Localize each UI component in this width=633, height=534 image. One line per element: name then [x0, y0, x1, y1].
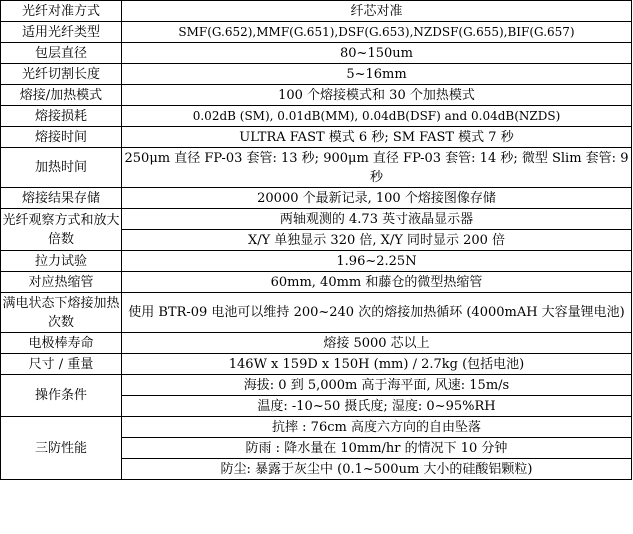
- row-label: 光纤观察方式和放大倍数: [1, 209, 122, 251]
- table-row: [1, 43, 632, 64]
- row-label: 加热时间: [1, 148, 122, 188]
- table-row: [1, 148, 632, 188]
- row-value: 80~150um: [122, 43, 632, 64]
- table-row: [1, 354, 632, 375]
- row-label: 电极棒寿命: [1, 333, 122, 354]
- table-row: [1, 272, 632, 293]
- row-label: 熔接时间: [1, 127, 122, 148]
- row-value-line-3: 防尘: 暴露于灰尘中 (0.1~500um 大小的硅酸铝颗粒): [122, 459, 632, 480]
- table-row: [1, 64, 632, 85]
- row-value: 熔接 5000 芯以上: [122, 333, 632, 354]
- table-row: [1, 209, 632, 230]
- row-value: 0.02dB (SM), 0.01dB(MM), 0.04dB(DSF) and 0.04dB(NZDS): [122, 106, 632, 127]
- row-value: 100 个熔接模式和 30 个加热模式: [122, 85, 632, 106]
- row-label: 拉力试验: [1, 251, 122, 272]
- table-row: [1, 188, 632, 209]
- row-label: 熔接损耗: [1, 106, 122, 127]
- row-value: SMF(G.652),MMF(G.651),DSF(G.653),NZDSF(G.655),BIF(G.657): [122, 22, 632, 43]
- table-row: [1, 106, 632, 127]
- row-value: 146W x 159D x 150H (mm) / 2.7kg (包括电池): [122, 354, 632, 375]
- row-label: 光纤对准方式: [1, 1, 122, 22]
- row-value-line-1: 海拔: 0 到 5,000m 高于海平面, 风速: 15m/s: [122, 375, 632, 396]
- row-label: 熔接/加热模式: [1, 85, 122, 106]
- row-label: 三防性能: [1, 417, 122, 480]
- row-value-line-2: 防雨 : 降水量在 10mm/hr 的情况下 10 分钟: [122, 438, 632, 459]
- table-row: [1, 375, 632, 396]
- row-label: 尺寸 / 重量: [1, 354, 122, 375]
- row-value: 1.96~2.25N: [122, 251, 632, 272]
- row-value-line-2: 温度: -10~50 摄氏度; 湿度: 0~95%RH: [122, 396, 632, 417]
- table-row: [1, 1, 632, 22]
- row-label: 光纤切割长度: [1, 64, 122, 85]
- table-row: [1, 251, 632, 272]
- row-value: 使用 BTR-09 电池可以维持 200~240 次的熔接加热循环 (4000mAH 大容量锂电池): [122, 293, 632, 333]
- row-value: 250μm 直径 FP-03 套管: 13 秒; 900μm 直径 FP-03 套管: 14 秒; 微型 Slim 套管: 9 秒: [122, 148, 632, 188]
- table-row: [1, 22, 632, 43]
- table-row: [1, 85, 632, 106]
- row-value: 纤芯对准: [122, 1, 632, 22]
- table-row: [1, 417, 632, 438]
- row-label: 操作条件: [1, 375, 122, 417]
- row-value: 20000 个最新记录, 100 个熔接图像存储: [122, 188, 632, 209]
- row-label: 对应热缩管: [1, 272, 122, 293]
- row-label: 包层直径: [1, 43, 122, 64]
- table-row: [1, 333, 632, 354]
- row-value-line-1: 抗摔 : 76cm 高度六方向的自由坠落: [122, 417, 632, 438]
- row-value: 60mm, 40mm 和藤仓的微型热缩管: [122, 272, 632, 293]
- row-value: 5~16mm: [122, 64, 632, 85]
- table-row: [1, 127, 632, 148]
- row-label: 满电状态下熔接加热次数: [1, 293, 122, 333]
- row-value-line-1: 两轴观测的 4.73 英寸液晶显示器: [122, 209, 632, 230]
- row-value-line-2: X/Y 单独显示 320 倍, X/Y 同时显示 200 倍: [122, 230, 632, 251]
- table-row: [1, 293, 632, 333]
- row-value: ULTRA FAST 模式 6 秒; SM FAST 模式 7 秒: [122, 127, 632, 148]
- row-label: 适用光纤类型: [1, 22, 122, 43]
- row-label: 熔接结果存储: [1, 188, 122, 209]
